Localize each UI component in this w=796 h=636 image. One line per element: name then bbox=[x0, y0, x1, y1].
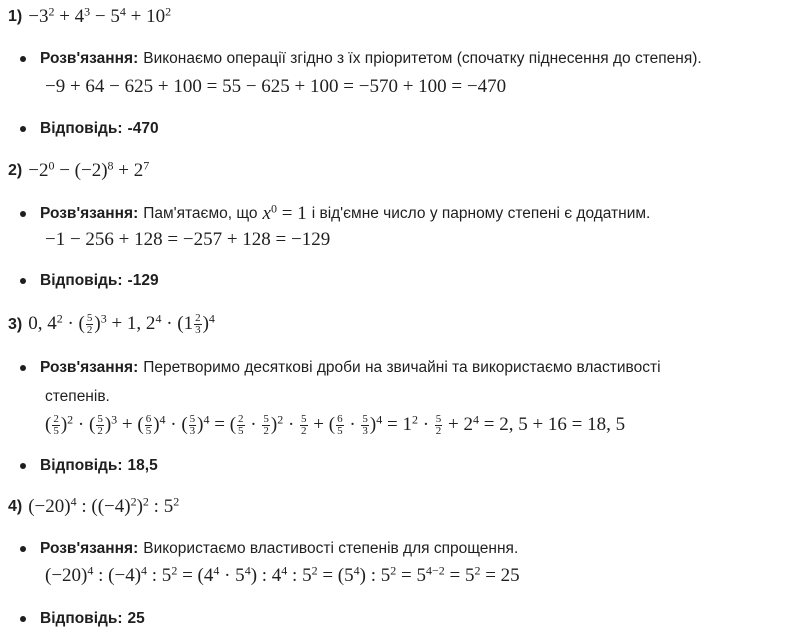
problem-3-answer bbox=[20, 457, 158, 475]
problem-3-solution-continued: степенів. bbox=[45, 388, 110, 405]
problem-3-work: ( $\frac{2}{5}$ )$^2$ · ( $\frac{5}{2}$ )$^3$ + ( $\frac{6}{5}$ )$^4$ · ( $\frac{5}{3}$ )$^4$ = ( $\frac{2}{5}$ · $\frac{5}{2}$ )$^2$ · $\frac{5}{2}$ + ( $\frac{6}{5}$ · $\frac{5}{3}$ )$^4 = 1^2$ · $\frac{5}{2}$ + $2^4 = 2$, 5 + 16 = 18, 5 bbox=[45, 412, 626, 438]
bullet-icon bbox=[20, 211, 26, 217]
solution-text: Перетворимо десяткові дроби на звичайні та використаємо властивості bbox=[143, 359, 661, 376]
bullet-icon bbox=[20, 616, 26, 622]
solution-label: Розв'язання: bbox=[40, 359, 139, 376]
answer-value: 18,5 bbox=[127, 457, 158, 474]
problem-2-answer bbox=[20, 272, 159, 290]
solution-label: Розв'язання: bbox=[40, 50, 139, 67]
bullet-icon bbox=[20, 365, 26, 371]
bullet-icon bbox=[20, 463, 26, 469]
answer-value: -129 bbox=[127, 272, 159, 289]
problem-4-solution bbox=[20, 540, 518, 558]
problem-2-heading bbox=[8, 160, 149, 182]
problem-number: 1) bbox=[8, 8, 23, 25]
problem-3-solution bbox=[20, 359, 661, 377]
problem-number: 2) bbox=[8, 162, 23, 179]
answer-label: Відповідь: bbox=[40, 272, 123, 289]
problem-4-work: $(-20)^4$ : $(-4)^4$ : $5^2 = (4^4 \cdot 5^4)$ : $4^4$ : $5^2 = (5^4)$ : $5^2 = 5^{4-2} = 5^2 = 25$ bbox=[45, 563, 520, 586]
problem-1-heading bbox=[8, 6, 171, 28]
problem-expression: $-2^0 - (-2)^8 + 2^7$ bbox=[28, 158, 150, 181]
answer-value: -470 bbox=[127, 120, 159, 137]
solution-text: Виконаємо операції згідно з їх пріоритетом (спочатку піднесення до степеня). bbox=[143, 50, 702, 67]
bullet-icon bbox=[20, 546, 26, 552]
solution-text: Використаємо властивості степенів для спрощення. bbox=[143, 540, 519, 557]
problem-1-answer bbox=[20, 120, 159, 138]
problem-4-heading bbox=[8, 496, 179, 518]
problem-expression: 0, $4^2$ · ( $\frac{5}{2}$ )$^3$ + 1, $2^4 \cdot (1$ $\frac{2}{3}$ )$^4$ bbox=[28, 311, 215, 337]
answer-value: 25 bbox=[127, 610, 145, 627]
problem-3-heading bbox=[8, 313, 215, 336]
problem-number: 3) bbox=[8, 315, 23, 333]
problem-2-work: −1 − 256 + 128 = −257 + 128 = −129 bbox=[45, 229, 331, 250]
answer-label: Відповідь: bbox=[40, 457, 123, 474]
problem-1-work: −9 + 64 − 625 + 100 = 55 − 625 + 100 = −570 + 100 = −470 bbox=[45, 76, 507, 97]
problem-number: 4) bbox=[8, 498, 23, 515]
solution-text: Пам'ятаємо, що bbox=[143, 205, 258, 222]
solution-label: Розв'язання: bbox=[40, 540, 139, 557]
solution-text-after: і від'ємне число у парному степені є додатним. bbox=[311, 205, 651, 222]
answer-label: Відповідь: bbox=[40, 120, 123, 137]
solution-inline-math: $x^0 = 1$ bbox=[262, 201, 307, 224]
answer-label: Відповідь: bbox=[40, 610, 123, 627]
bullet-icon bbox=[20, 278, 26, 284]
bullet-icon bbox=[20, 126, 26, 132]
problem-1-solution bbox=[20, 50, 702, 68]
problem-2-solution bbox=[20, 203, 650, 225]
problem-4-answer bbox=[20, 610, 145, 628]
problem-expression: $(-20)^4$ : $((-4)^2)^2$ : $5^2$ bbox=[28, 494, 180, 517]
bullet-icon bbox=[20, 56, 26, 62]
problem-expression: $-3^2 + 4^3 - 5^4 + 10^2$ bbox=[28, 4, 172, 27]
solution-label: Розв'язання: bbox=[40, 205, 139, 222]
